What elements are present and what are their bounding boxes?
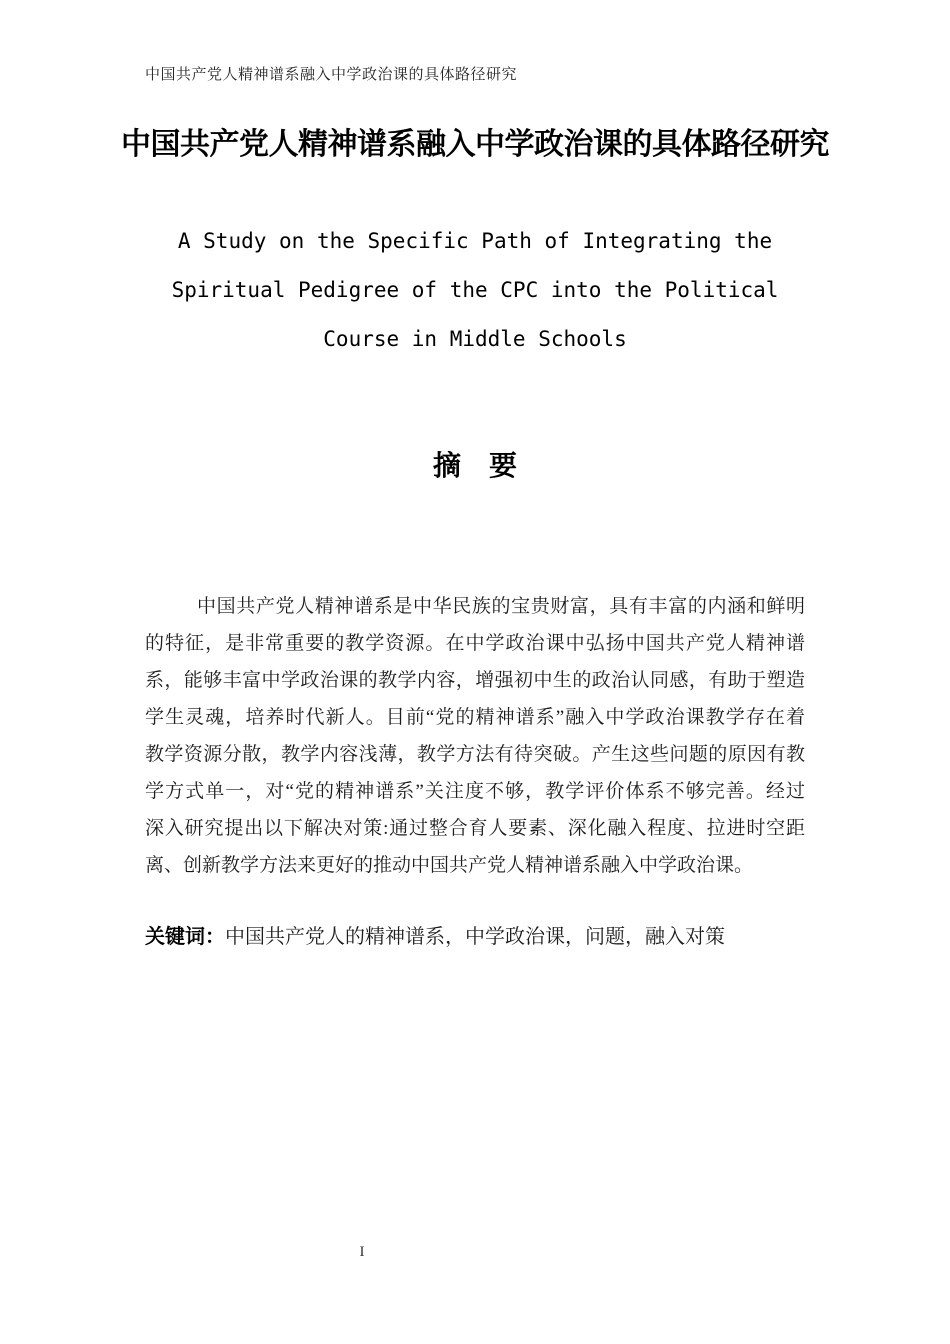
abstract-paragraph <box>145 588 805 884</box>
title-en-line-2: Spiritual Pedigree of the CPC into the Political <box>171 278 779 302</box>
page-number: I <box>359 1244 365 1260</box>
title-en-line-3: Course in Middle Schools <box>323 327 627 351</box>
keywords-text: 中国共产党人的精神谱系，中学政治课，问题，融入对策 <box>225 926 725 948</box>
abstract-line-5: 教学资源分散，教学内容浅薄，教学方法有待突破。产生这些问题的原因有教 <box>145 744 805 765</box>
document-title-en <box>0 228 950 375</box>
document-title-zh: 中国共产党人精神谱系融入中学政治课的具体路径研究 <box>121 128 829 161</box>
abstract-line-6: 学方式单一，对“党的精神谱系”关注度不够，教学评价体系不够完善。经过 <box>145 781 805 802</box>
abstract-heading: 摘 要 <box>432 450 517 481</box>
abstract-line-7: 深入研究提出以下解决对策:通过整合育人要素、深化融入程度、拉进时空距 <box>145 818 805 839</box>
keywords-line <box>145 922 805 952</box>
abstract-line-1: 中国共产党人精神谱系是中华民族的宝贵财富，具有丰富的内涵和鲜明 <box>197 596 805 617</box>
title-en-line-1: A Study on the Specific Path of Integrating the <box>177 229 773 253</box>
abstract-line-2: 的特征，是非常重要的教学资源。在中学政治课中弘扬中国共产党人精神谱 <box>145 633 805 654</box>
abstract-line-8: 离、创新教学方法来更好的推动中国共产党人精神谱系融入中学政治课。 <box>145 855 754 876</box>
running-head: 中国共产党人精神谱系融入中学政治课的具体路径研究 <box>145 67 518 83</box>
abstract-line-4: 学生灵魂，培养时代新人。目前“党的精神谱系”融入中学政治课教学存在着 <box>145 707 805 728</box>
abstract-line-3: 系，能够丰富中学政治课的教学内容，增强初中生的政治认同感，有助于塑造 <box>145 670 805 691</box>
keywords-label: 关键词： <box>145 926 225 948</box>
